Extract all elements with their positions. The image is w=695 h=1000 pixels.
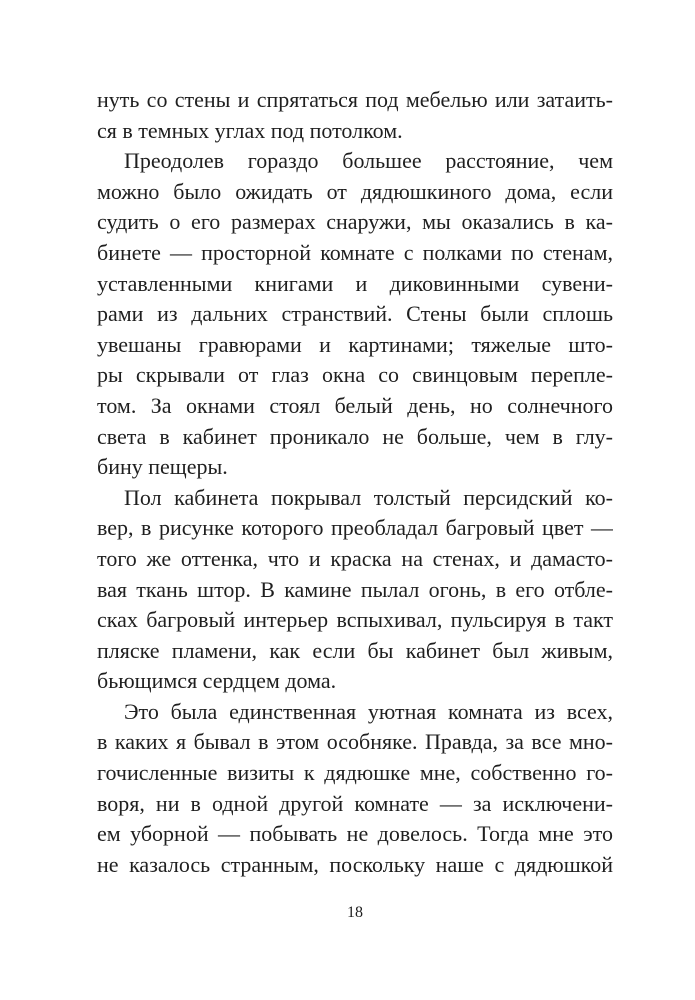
text-line: Пол кабинета покрывал толстый персидский ко- bbox=[124, 484, 613, 510]
text-line: бьющимся сердцем дома. bbox=[97, 668, 337, 694]
text-line: ры скрывали от глаз окна со свинцовым перепле- bbox=[97, 362, 613, 388]
paragraph bbox=[97, 85, 613, 146]
text-line: того же оттенка, что и краска на стенах, и дамасто- bbox=[97, 545, 613, 571]
text-line: уставленными книгами и диковинными сувени- bbox=[97, 270, 613, 296]
text-line: в каких я бывал в этом особняке. Правда, за все мно- bbox=[97, 729, 613, 755]
text-line: сках багровый интерьер вспыхивал, пульсируя в такт bbox=[97, 607, 613, 633]
paragraph bbox=[97, 697, 613, 881]
paragraph bbox=[97, 483, 613, 697]
text-line: нуть со стены и спрятаться под мебелью или затаить- bbox=[97, 87, 613, 112]
page-text bbox=[97, 85, 613, 880]
text-line: рами из дальних странствий. Стены были сплошь bbox=[97, 301, 613, 327]
text-line: пляске пламени, как если бы кабинет был живым, bbox=[97, 637, 613, 663]
text-line: вая ткань штор. В камине пылал огонь, в его отбле- bbox=[97, 576, 613, 602]
text-line: ся в темных углах под потолком. bbox=[97, 117, 403, 143]
text-line: том. За окнами стоял белый день, но солнечного bbox=[97, 392, 613, 418]
text-line: Преодолев гораздо большее расстояние, чем bbox=[124, 148, 613, 174]
page-number: 18 bbox=[347, 904, 363, 921]
text-line: гочисленные визиты к дядюшке мне, собственно го- bbox=[97, 760, 613, 786]
text-line: Это была единственная уютная комната из всех, bbox=[124, 698, 613, 724]
text-line: бинете — просторной комнате с полками по стенам, bbox=[97, 239, 613, 265]
text-line: судить о его размерах снаружи, мы оказались в ка- bbox=[97, 209, 613, 235]
text-line: вер, в рисунке которого преобладал багровый цвет — bbox=[97, 515, 613, 541]
text-line: ем уборной — побывать не довелось. Тогда мне это bbox=[97, 821, 613, 847]
text-line: можно было ожидать от дядюшкиного дома, если bbox=[97, 178, 613, 204]
text-line: увешаны гравюрами и картинами; тяжелые што- bbox=[97, 331, 613, 357]
paragraph bbox=[97, 146, 613, 483]
text-line: света в кабинет проникало не больше, чем в глу- bbox=[97, 423, 613, 449]
text-line: не казалось странным, поскольку наше с дядюшкой bbox=[97, 851, 613, 877]
text-line: бину пещеры. bbox=[97, 454, 228, 480]
text-line: воря, ни в одной другой комнате — за исключени- bbox=[97, 790, 613, 816]
